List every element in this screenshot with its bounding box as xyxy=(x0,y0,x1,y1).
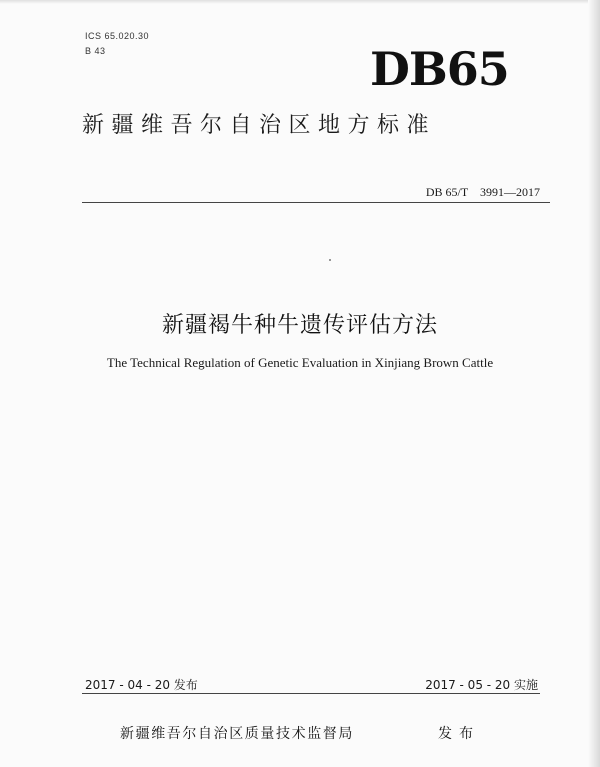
title-chinese: 新疆褐牛种牛遗传评估方法 xyxy=(161,313,438,338)
classification-code: B 43 xyxy=(85,46,106,56)
implementation-date: 2017 - 05 - 20 实施 xyxy=(425,678,538,692)
top-divider xyxy=(82,202,550,203)
standard-number: DB 65/T 3991—2017 xyxy=(425,185,540,199)
issue-date: 2017 - 04 - 20 发布 xyxy=(85,678,198,692)
db-logo: DB65 xyxy=(370,42,509,96)
standard-type-heading: 新疆维吾尔自治区地方标准 xyxy=(82,113,437,138)
scan-speck xyxy=(329,259,331,261)
bottom-divider xyxy=(82,693,540,694)
ics-code: ICS 65.020.30 xyxy=(85,31,150,41)
scan-edge-right xyxy=(588,0,600,767)
scan-edge-top xyxy=(0,0,600,4)
title-english: The Technical Regulation of Genetic Evaluation in Xinjiang Brown Cattle xyxy=(106,355,494,370)
issuing-authority: 新疆维吾尔自治区质量技术监督局 xyxy=(120,726,354,742)
issue-label: 发布 xyxy=(438,726,480,742)
